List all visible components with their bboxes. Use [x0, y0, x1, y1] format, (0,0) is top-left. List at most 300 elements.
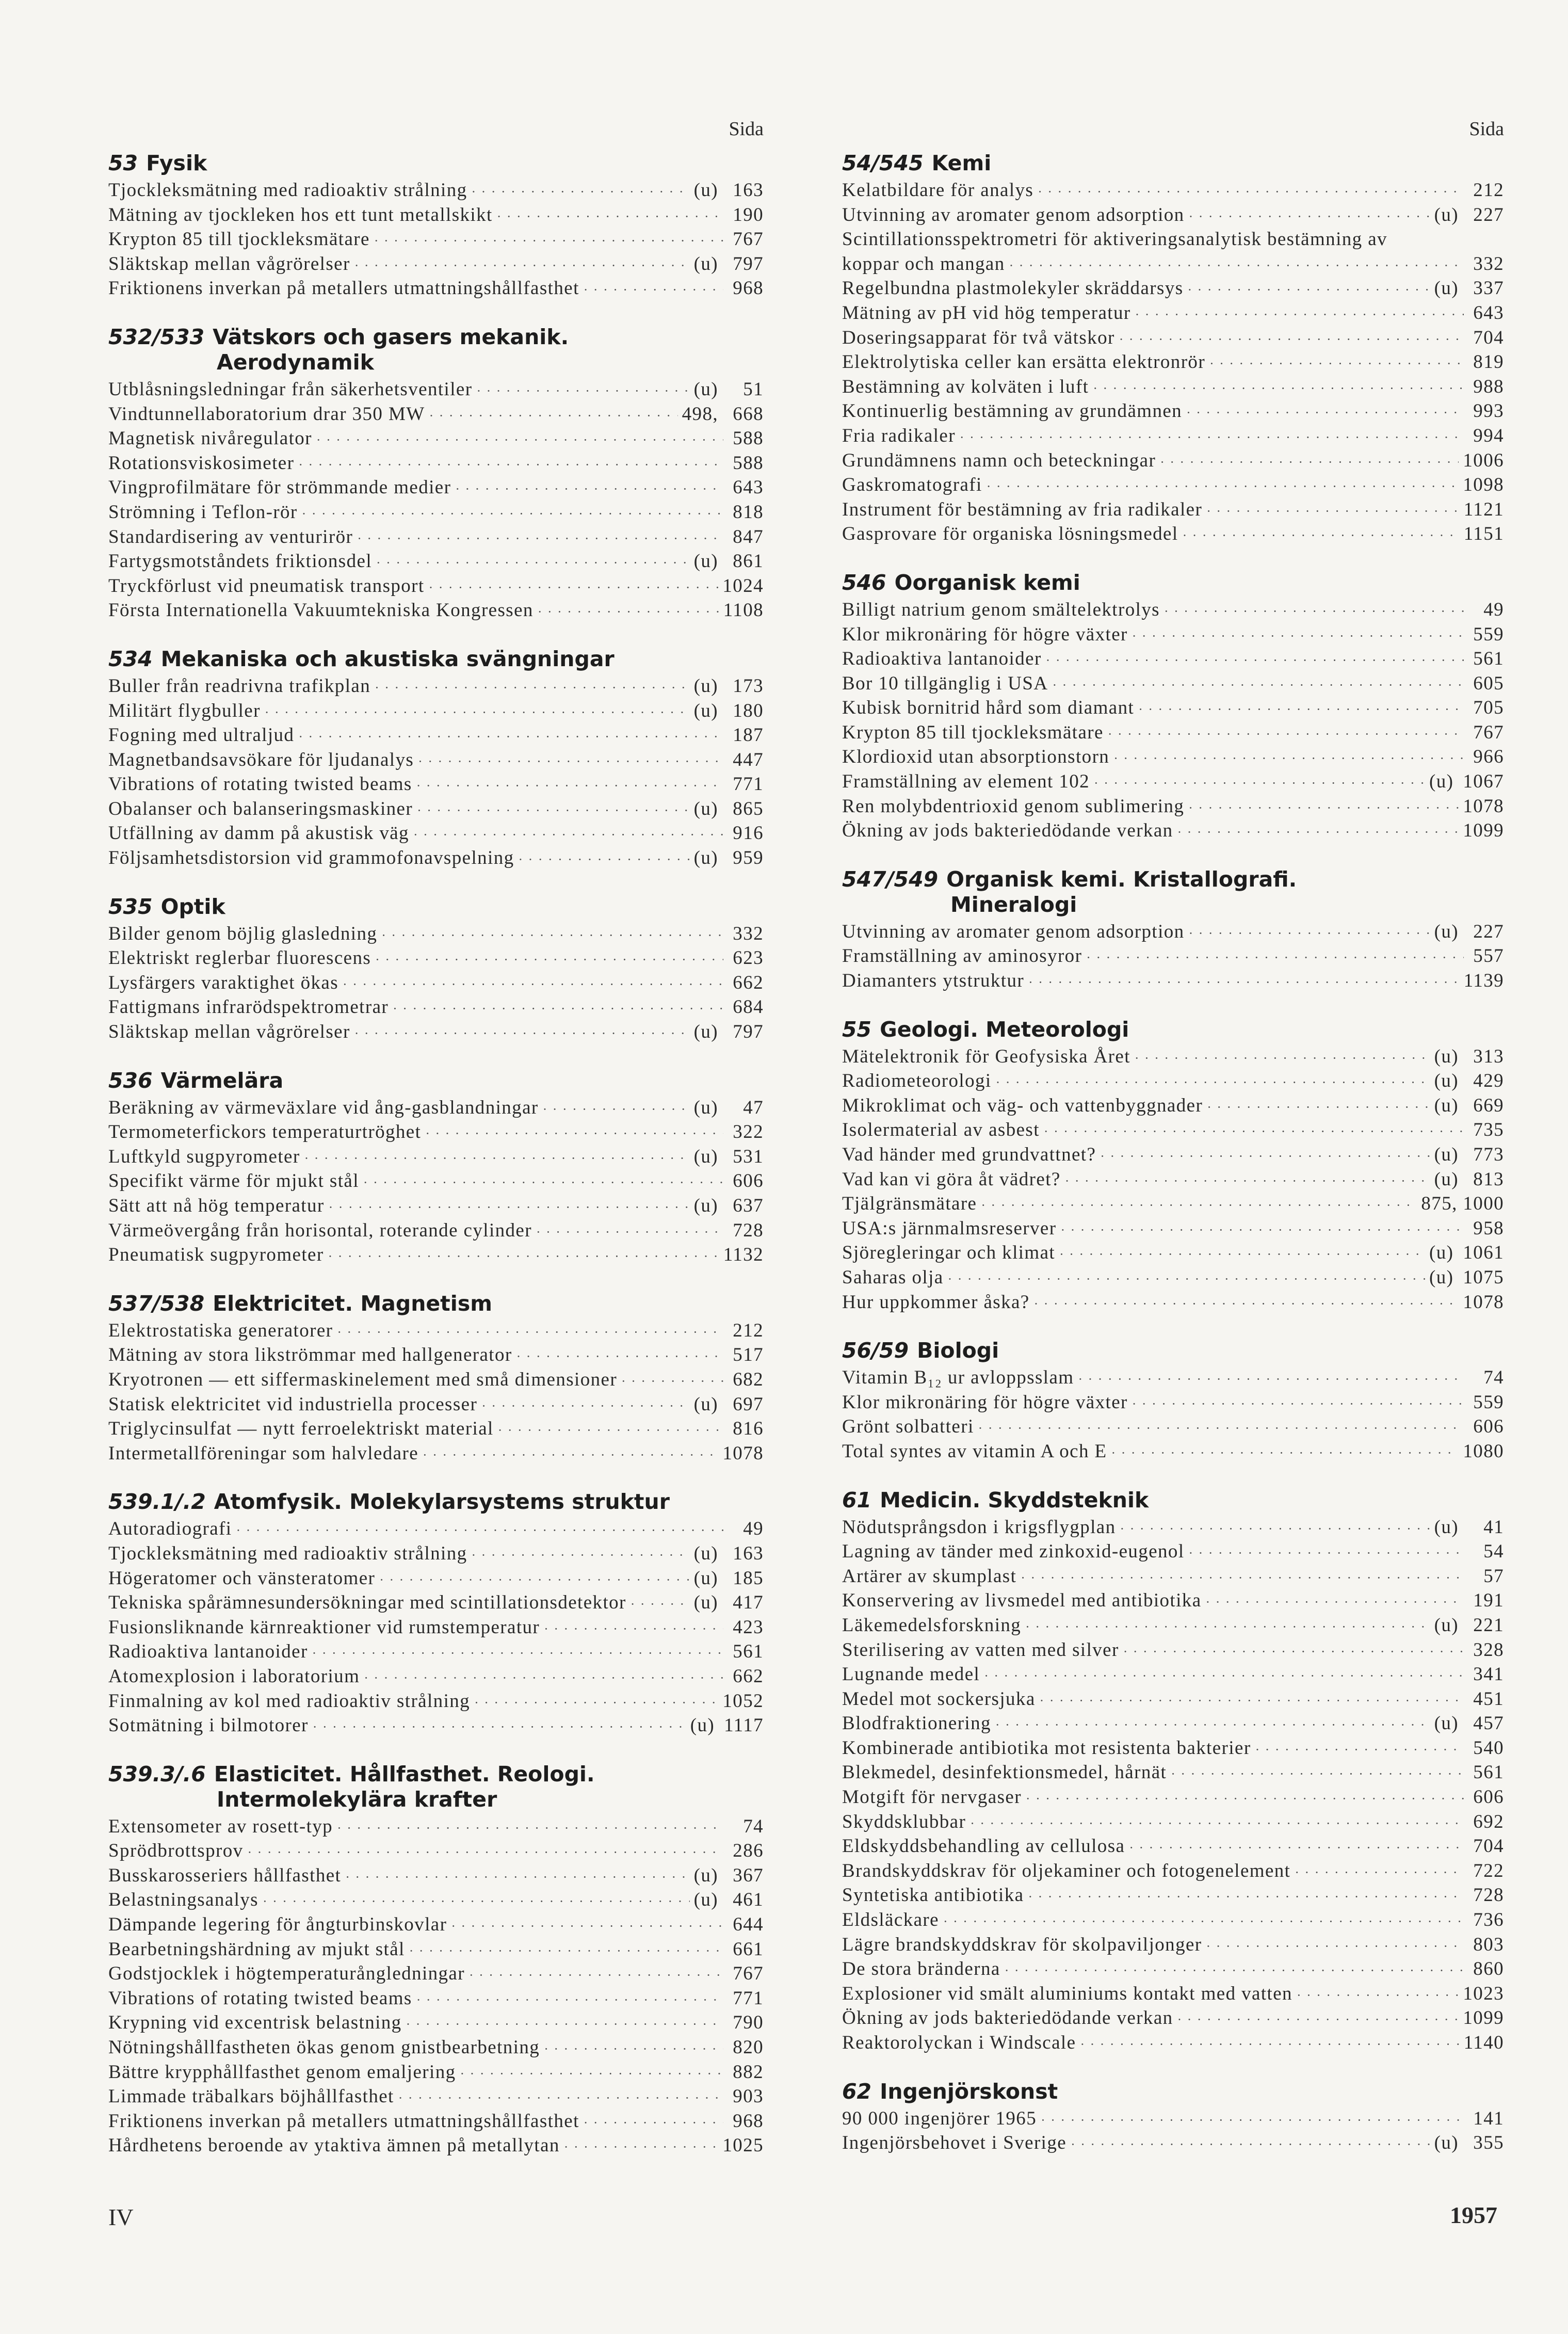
entry-title: De stora bränderna	[842, 1958, 1000, 1980]
dot-leader	[406, 2011, 723, 2034]
entry-page: 337	[1473, 278, 1504, 299]
section-number: 54/545	[842, 151, 924, 175]
dot-leader	[364, 1665, 723, 1687]
dot-leader	[1060, 1217, 1464, 1240]
index-entry	[108, 2110, 764, 2135]
entry-marker: (u)	[1434, 1144, 1459, 1165]
dot-leader	[1207, 1094, 1430, 1117]
section-number: 547/549	[842, 866, 939, 892]
index-entry	[842, 1761, 1504, 1786]
section-number: 61	[842, 1487, 872, 1512]
entry-page: 704	[1473, 327, 1504, 348]
index-entry	[842, 327, 1504, 351]
entry-page: 1025	[722, 2135, 764, 2156]
entry-title: Belastningsanalys	[108, 1889, 258, 1911]
index-entry	[842, 1217, 1504, 1242]
index-entry	[842, 1884, 1504, 1909]
entry-title: Vindtunnellaboratorium drar 350 MW	[108, 403, 425, 425]
entry-page: 227	[1473, 921, 1504, 942]
dot-leader	[469, 1962, 723, 1985]
entry-title: Gasprovare för organiska lösningsmedel	[842, 523, 1178, 545]
dot-leader	[1071, 2132, 1430, 2154]
index-entry	[842, 1070, 1504, 1094]
index-entry	[108, 1542, 764, 1567]
entry-title: Triglycinsulfat — nytt ferroelektriskt material	[108, 1418, 494, 1440]
entry-title: Släktskap mellan vågrörelser	[108, 253, 350, 275]
index-entry	[842, 425, 1504, 449]
dot-leader	[1129, 1835, 1464, 1857]
index-entry	[842, 2032, 1504, 2056]
entry-title: Läkemedelsforskning	[842, 1614, 1022, 1636]
index-entry	[842, 302, 1504, 327]
index-entry	[108, 1815, 764, 1840]
index-entry	[108, 1665, 764, 1690]
dot-leader	[375, 947, 723, 969]
entry-title: Sprödbrottsprov	[108, 1840, 244, 1862]
dot-leader	[1080, 2032, 1459, 2054]
entry-page: 54	[1483, 1541, 1504, 1563]
entry-page: 332	[733, 923, 764, 944]
entry-title: Standardisering av venturirör	[108, 526, 353, 548]
index-entry	[108, 1938, 764, 1963]
dot-leader	[1025, 1614, 1430, 1636]
entry-page: 190	[733, 204, 764, 226]
index-entry	[842, 1712, 1504, 1737]
entry-title: Obalanser och balanseringsmaskiner	[108, 798, 413, 819]
entry-page: 1052	[722, 1690, 764, 1712]
index-entry	[842, 1737, 1504, 1762]
entry-title: Första Internationella Vakuumtekniska Kongressen	[108, 600, 534, 621]
index-entry	[842, 1934, 1504, 1958]
dot-leader	[970, 1811, 1464, 1833]
entry-page: 993	[1473, 400, 1504, 422]
dot-leader	[1160, 449, 1459, 472]
entry-title: Utvinning av aromater genom adsorption	[842, 204, 1185, 226]
index-entry	[842, 1366, 1504, 1391]
entry-page: 966	[1473, 746, 1504, 768]
index-entry	[108, 1987, 764, 2012]
section-title: Optik	[160, 894, 225, 919]
dot-leader	[265, 700, 690, 722]
entry-page: 818	[733, 501, 764, 523]
section-heading	[842, 570, 1504, 595]
section-title-continued: Intermolekylära krafter	[217, 1786, 497, 1812]
entry-title: Värmeövergång från horisontal, roterande cylinder	[108, 1219, 532, 1241]
entry-page: 669	[1473, 1094, 1504, 1116]
dot-leader	[544, 2036, 723, 2058]
section-number: 539.3/.6	[108, 1761, 206, 1786]
entry-title: Grönt solbatteri	[842, 1416, 974, 1438]
dot-leader	[316, 427, 723, 449]
entry-title: Framställning av aminosyror	[842, 945, 1082, 967]
section-number: 535	[108, 894, 153, 919]
entry-title: Vingprofilmätare för strömmande medier	[108, 477, 451, 498]
section-title: Oorganisk kemi	[894, 570, 1080, 595]
dot-leader	[1026, 1786, 1464, 1808]
entry-title: Bestämning av kolväten i luft	[842, 376, 1089, 397]
entry-title: Utfällning av damm på akustisk väg	[108, 823, 409, 844]
entry-marker: (u)	[690, 1715, 715, 1736]
dot-leader	[1065, 1168, 1430, 1190]
entry-title: Syntetiska antibiotika	[842, 1885, 1024, 1906]
index-entry	[842, 1786, 1504, 1811]
entry-page: 1024	[722, 575, 764, 597]
entry-title: Specifikt värme för mjukt stål	[108, 1170, 359, 1192]
entry-page: 588	[733, 452, 764, 474]
section-heading	[108, 1068, 764, 1093]
index-entry	[108, 228, 764, 253]
index-entry	[842, 623, 1504, 648]
index-entry	[108, 403, 764, 428]
index-entry	[842, 795, 1504, 820]
entry-page: 1023	[1463, 1983, 1504, 2004]
entry-page: 1099	[1463, 820, 1504, 842]
entry-title: Ingenjörsbehovet i Sverige	[842, 2132, 1067, 2154]
dot-leader	[544, 1616, 723, 1638]
entry-marker: (u)	[693, 180, 718, 201]
dot-leader	[418, 749, 723, 771]
entry-title: Konservering av livsmedel med antibiotika	[842, 1590, 1202, 1612]
entry-page: 1140	[1463, 2032, 1504, 2053]
entry-title: Dämpande legering för ångturbinskovlar	[108, 1914, 447, 1936]
entry-title: Tryckförlust vid pneumatisk transport	[108, 575, 425, 597]
index-entry	[108, 452, 764, 477]
section-number: 532/533	[108, 324, 205, 349]
entry-page: 457	[1473, 1713, 1504, 1734]
entry-title: 90 000 ingenjörer 1965	[842, 2107, 1037, 2129]
entry-title: Autoradiografi	[108, 1518, 232, 1540]
index-entry	[842, 1811, 1504, 1836]
entry-title: Sterilisering av vatten med silver	[842, 1639, 1119, 1661]
entry-page: 57	[1483, 1565, 1504, 1587]
section-title: Elasticitet. Hållfasthet. Reologi.	[214, 1761, 595, 1786]
entry-marker: (u)	[1434, 1094, 1459, 1116]
index-entry	[108, 575, 764, 600]
entry-title: Termometerfickors temperaturtröghet	[108, 1121, 422, 1143]
dot-leader	[1206, 1589, 1464, 1612]
entry-page: 803	[1473, 1934, 1504, 1955]
entry-page: 903	[733, 2086, 764, 2107]
entry-page: 588	[733, 428, 764, 449]
index-entry	[842, 228, 1504, 253]
section-heading	[108, 1291, 764, 1316]
entry-page: 163	[733, 1542, 764, 1564]
entry-marker: (u)	[693, 847, 718, 869]
index-entry	[108, 1121, 764, 1146]
section	[108, 894, 764, 1045]
section-heading	[842, 2079, 1504, 2104]
entry-marker: (u)	[1434, 1516, 1459, 1538]
dot-leader	[376, 550, 690, 572]
entry-title: Lysfärgers varaktighet ökas	[108, 972, 339, 993]
entry-marker: (u)	[693, 1592, 718, 1614]
entry-page: 49	[743, 1518, 764, 1540]
entry-marker: (u)	[1434, 1713, 1459, 1734]
section	[108, 1291, 764, 1467]
dot-leader	[978, 1415, 1464, 1438]
index-entry	[108, 773, 764, 798]
dot-leader	[1171, 1761, 1464, 1783]
section	[842, 1488, 1504, 2056]
entry-title: Radiometeorologi	[842, 1070, 992, 1092]
entry-title: koppar och mangan	[842, 253, 1005, 275]
section-title: Vätskors och gasers mekanik.	[213, 324, 569, 349]
dot-leader	[543, 1097, 690, 1119]
dot-leader	[984, 1663, 1464, 1685]
entry-page: 221	[1473, 1614, 1504, 1636]
entry-title: Vad kan vi göra åt vädret?	[842, 1168, 1061, 1190]
section-heading	[842, 1488, 1504, 1513]
entry-title: Militärt flygbuller	[108, 700, 261, 721]
entry-page: 736	[1473, 1909, 1504, 1931]
entry-page: 959	[733, 847, 764, 869]
dot-leader	[1034, 1291, 1459, 1313]
entry-page: 41	[1483, 1516, 1504, 1538]
dot-leader	[413, 822, 723, 844]
entry-page: 417	[733, 1592, 764, 1614]
dot-leader	[476, 378, 689, 400]
index-entry	[842, 2007, 1504, 2032]
entry-page: 643	[733, 477, 764, 498]
entry-page: 767	[733, 1963, 764, 1985]
entry-title: Tjockleksmätning med radioaktiv strålning	[108, 1542, 467, 1564]
entry-page: 682	[733, 1369, 764, 1390]
entry-page: 847	[733, 526, 764, 548]
entry-page: 1117	[724, 1715, 764, 1736]
index-entry	[108, 822, 764, 847]
entry-page: 461	[733, 1889, 764, 1911]
index-entry	[842, 498, 1504, 523]
index-entry	[842, 1688, 1504, 1713]
dot-leader	[393, 996, 723, 1018]
section	[842, 1338, 1504, 1464]
dot-leader	[1177, 2007, 1459, 2029]
dot-leader	[996, 1070, 1430, 1092]
index-entry	[108, 378, 764, 403]
dot-leader	[943, 1909, 1464, 1931]
dot-leader	[416, 773, 723, 795]
entry-title: Gaskromatografi	[842, 474, 982, 496]
entry-title: Lugnande medel	[842, 1664, 980, 1685]
entry-page: 286	[733, 1840, 764, 1862]
section-heading	[108, 151, 764, 176]
index-entry	[108, 1146, 764, 1170]
entry-page: 328	[1473, 1639, 1504, 1661]
entry-title: Ökning av jods bakteriedödande verkan	[842, 2007, 1173, 2029]
entry-page: 958	[1473, 1217, 1504, 1239]
dot-leader	[263, 1889, 690, 1911]
entry-page: 557	[1473, 945, 1504, 967]
index-entry	[108, 972, 764, 996]
dot-leader	[1094, 770, 1425, 793]
entry-page: 423	[733, 1616, 764, 1638]
index-entry	[842, 351, 1504, 376]
section	[108, 1068, 764, 1268]
index-entry	[108, 1170, 764, 1195]
index-entry	[842, 474, 1504, 498]
entry-title: Blodfraktionering	[842, 1713, 991, 1734]
index-entry	[108, 1518, 764, 1542]
section-heading	[842, 151, 1504, 176]
entry-page: 882	[733, 2061, 764, 2083]
entry-page: 668	[733, 403, 764, 425]
dot-leader	[1100, 1144, 1430, 1166]
index-entry	[108, 1640, 764, 1665]
entry-title: Beräkning av värmeväxlare vid ång-gasblandningar	[108, 1097, 539, 1118]
entry-title: Motgift för nervgaser	[842, 1786, 1022, 1808]
entry-title: Högeratomer och vänsteratomer	[108, 1567, 376, 1589]
dot-leader	[1132, 623, 1464, 646]
right-column	[842, 118, 1504, 2156]
dot-leader	[345, 1864, 689, 1887]
dot-leader	[474, 1690, 718, 1712]
dot-leader	[304, 1146, 690, 1168]
entry-title: Fogning med ultraljud	[108, 725, 295, 746]
entry-title: Regelbundna plastmolekyler skräddarsys	[842, 278, 1184, 299]
dot-leader	[1206, 1934, 1464, 1956]
entry-page: 47	[743, 1097, 764, 1118]
dot-leader	[1028, 970, 1460, 992]
index-entry	[108, 1319, 764, 1344]
entry-title: Buller från readrivna trafikplan	[108, 675, 371, 697]
dot-leader	[425, 1121, 723, 1143]
section-heading	[842, 867, 1504, 917]
index-entry	[108, 550, 764, 575]
index-entry	[108, 947, 764, 972]
entry-page: 1099	[1463, 2007, 1504, 2029]
entry-page: 74	[743, 1815, 764, 1837]
section-title: Geologi. Meteorologi	[880, 1017, 1129, 1042]
entry-page: 1067	[1463, 771, 1504, 793]
index-entry	[842, 921, 1504, 945]
entry-title: Strömning i Teflon-rör	[108, 501, 298, 523]
dot-leader	[1053, 672, 1464, 695]
left-column	[108, 118, 764, 2159]
dot-leader	[298, 452, 723, 474]
dot-leader	[1005, 1958, 1464, 1980]
entry-title: Ren molybdentrioxid genom sublimering	[842, 795, 1185, 817]
entry-page: 797	[733, 253, 764, 275]
entry-marker: (u)	[693, 378, 718, 400]
index-entry	[108, 675, 764, 700]
index-entry	[842, 746, 1504, 770]
entry-marker: (u)	[1434, 921, 1459, 942]
dot-leader	[429, 575, 719, 597]
entry-page: 180	[733, 700, 764, 721]
index-entry	[842, 2132, 1504, 2156]
entry-page: 722	[1473, 1860, 1504, 1881]
entry-page: 865	[733, 798, 764, 819]
dot-leader	[1123, 1639, 1464, 1661]
entry-title: Nödutsprångsdon i krigsflygplan	[842, 1516, 1116, 1538]
entry-marker: (u)	[1434, 2132, 1459, 2154]
index-entry	[842, 1614, 1504, 1639]
dot-leader	[354, 253, 690, 275]
entry-page: 1139	[1463, 970, 1504, 992]
entry-page: 1108	[723, 600, 764, 621]
entry-page: 968	[733, 2110, 764, 2132]
entry-page: 191	[1473, 1590, 1504, 1612]
entry-page: 994	[1473, 425, 1504, 446]
index-entry	[108, 1591, 764, 1616]
entry-title: Bilder genom böjlig glasledning	[108, 923, 378, 944]
index-entry	[108, 1864, 764, 1889]
dot-leader	[536, 1219, 723, 1242]
entry-marker: (u)	[1434, 1045, 1459, 1067]
entry-title: Atomexplosion i laboratorium	[108, 1665, 360, 1687]
entry-title: Radioaktiva lantanoider	[842, 648, 1042, 670]
dot-leader	[337, 1815, 723, 1838]
dot-leader	[1120, 1516, 1430, 1538]
index-entry	[842, 1835, 1504, 1860]
dot-leader	[1078, 1366, 1464, 1389]
entry-title: Klor mikronäring för högre växter	[842, 1391, 1128, 1413]
entry-title: Friktionens inverkan på metallers utmattningshållfasthet	[108, 278, 579, 299]
index-entry	[842, 1242, 1504, 1266]
entry-title: Hårdhetens beroende av ytaktiva ämnen på metallytan	[108, 2135, 560, 2156]
dot-leader	[1111, 1440, 1459, 1462]
dot-leader	[398, 2085, 723, 2107]
index-entry	[108, 2036, 764, 2061]
entry-page: 141	[1473, 2107, 1504, 2129]
index-entry	[842, 697, 1504, 721]
index-entry	[842, 721, 1504, 746]
dot-leader	[312, 1640, 723, 1663]
index-entry	[842, 204, 1504, 229]
entry-marker: (u)	[1434, 1168, 1459, 1190]
entry-page: 1098	[1463, 474, 1504, 496]
index-entry	[842, 1958, 1504, 1983]
entry-page: 704	[1473, 1836, 1504, 1857]
dot-leader	[1113, 746, 1464, 768]
section-title: Mekaniska och akustiska svängningar	[160, 646, 615, 671]
dot-leader	[1188, 795, 1459, 817]
entry-page: 429	[1473, 1070, 1504, 1092]
entry-title: Kombinerade antibiotika mot resistenta bakterier	[842, 1737, 1251, 1759]
dot-leader	[1183, 523, 1460, 545]
entry-title: Elektrostatiska generatorer	[108, 1319, 333, 1341]
index-entry	[842, 945, 1504, 970]
entry-page: 540	[1473, 1737, 1504, 1759]
dot-leader	[981, 1193, 1417, 1215]
entry-title: Krypning vid excentrisk belastning	[108, 2012, 402, 2034]
entry-page: 797	[733, 1021, 764, 1043]
index-entry	[108, 2011, 764, 2036]
entry-title: Utblåsningsledningar från säkerhetsventiler	[108, 378, 473, 400]
dot-leader	[460, 2061, 724, 2083]
section-title-continued: Aerodynamik	[217, 349, 374, 375]
index-entry	[108, 1690, 764, 1715]
entry-title: Ökning av jods bakteriedödande verkan	[842, 820, 1173, 842]
dot-leader	[1135, 1045, 1430, 1068]
dot-leader	[1189, 921, 1430, 943]
entry-title: Följsamhetsdistorsion vid grammofonavspelning	[108, 847, 514, 869]
index-entry	[108, 996, 764, 1021]
entry-title: Blekmedel, desinfektionsmedel, hårnät	[842, 1762, 1167, 1783]
dot-leader	[302, 501, 723, 523]
entry-page: 517	[733, 1344, 764, 1366]
index-entry	[842, 1516, 1504, 1541]
index-entry	[108, 476, 764, 501]
entry-page: 227	[1473, 204, 1504, 226]
entry-title: Luftkyld sugpyrometer	[108, 1146, 300, 1167]
entry-page: 767	[733, 229, 764, 250]
index-entry	[108, 1097, 764, 1121]
entry-page: 790	[733, 2012, 764, 2034]
index-entry	[108, 724, 764, 749]
entry-title: Bor 10 tillgänglig i USA	[842, 672, 1048, 694]
entry-title: Doseringsapparat för två vätskor	[842, 327, 1115, 348]
